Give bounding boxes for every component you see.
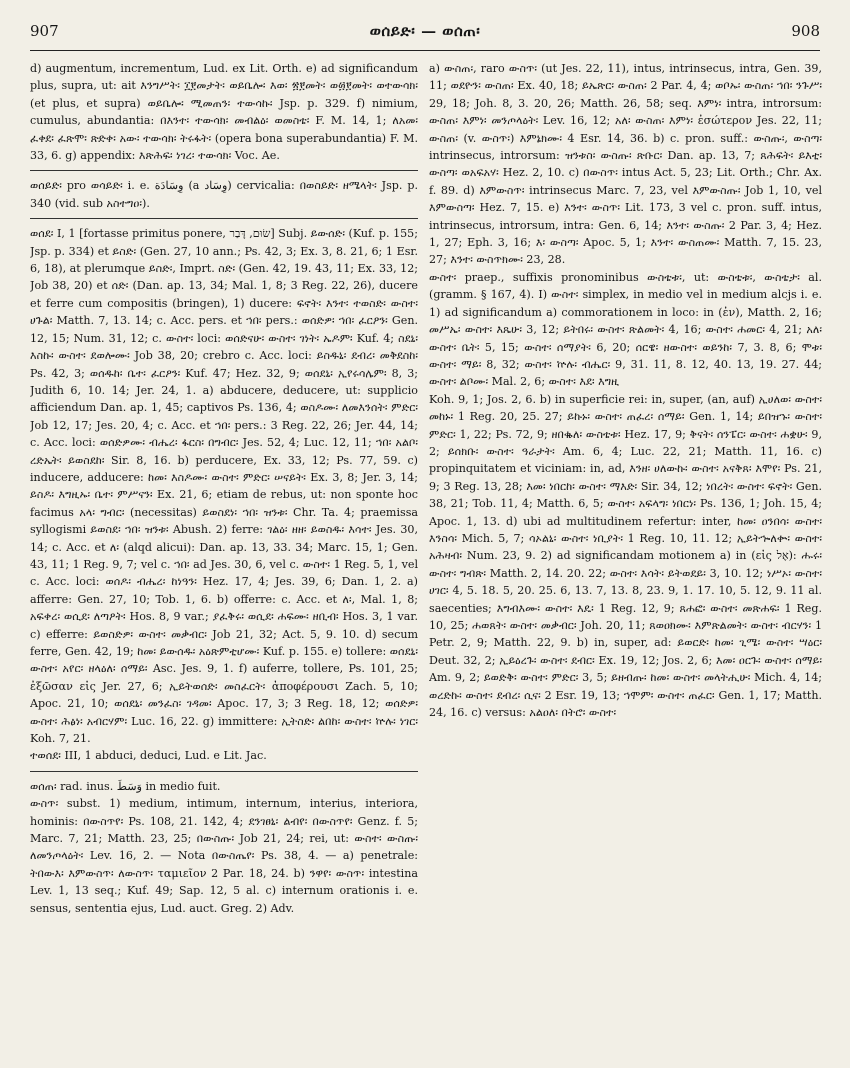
entry-paragraph: ውስተ፡ praep., suffixis pronominibus ውስቴቱ፡, ut: ውስቴቱ፡, ውስቴታ፡ al. (gramm. § 167, 4). I) ውስተ፡ simplex, in medio vel in medium alcjs i. e. 1) ad significandum a) commorationem in loco: in (ἐν), Matth. 2, 16; መሥኤ፡ ውስተ፡ እጼሁ፡ 3, 12; ይትበሩ፡ ውስተ፡ ጽልመት፡ 4, 16; ውስተ፡ ሐመር፡ 4, 21; አለ፡ ውስተ፡ ቤት፡ 5, 15; ውስተ፡ ሰማያት፡ 6, 20; ሰርዌ፡ ዘውስተ፡ ወይንከ፡ 7, 3. 8, 6; ሞቱ፡ ውስተ፡ ማይ፡ 8, 32; ውስተ፡ ኵሉ፡ ብሔር፡ 9, 31. 11, 8. 12, 40. 13, 19. 27. 44; ውስተ፡ ልቦሙ፡ Mal. 2, 6; ውስተ፡ እደ፡ እግዚ	[429, 270, 822, 389]
entry-paragraph: ወሰጠ፡ rad. inus. وَسَطَ in medio fuit.	[30, 779, 221, 793]
entry-paragraph: Koh. 9, 1; Jos. 2, 6. b) in superficie rei: in, super, (an, auf) ኢሀለወ፡ ውስተ፡ መከኑ፡ 1 Reg. 20, 25. 27; ይኩኑ፡ ውስተ፡ ጠፈረ፡ ሰማይ፡ Gen. 1, 14; ይበዝኁ፡ ውስተ፡ ምድር፡ 1, 22; Ps. 72, 9; ዘበቈለ፡ ውስቴቱ፡ Hez. 17, 9; ቅናት፡ ሰንፔር፡ ውስተ፡ ሐቋሁ፡ 9, 2; ይሰክቡ፡ ውስተ፡ ዓራታት፡ Am. 6, 4; Luc. 22, 21; Matth. 11, 16. c) propinquitatem et viciniam: in, ad, እንዘ፡ ሀለውኩ፡ ውስተ፡ አናቅጸ፡ እሞየ፡ Ps. 21, 9; 3 Reg. 13, 28; እመ፡ ነበርከ፡ ውስተ፡ ማእድ፡ Sir. 34, 12; ነበረት፡ ውስተ፡ ፍኖት፡ Gen. 38, 21; Tob. 11, 4; Matth. 6, 5; ውስተ፡ አፍላግ፡ ነበርነ፡ Ps. 136, 1; Joh. 15, 4; Apoc. 1, 13. d) ubi ad multitudinem refertur: inter, ከመ፡ ዐንበሳ፡ ውስተ፡ እንስሳ፡ Mich. 5, 7; ሳኦልኒ፡ ውስተ፡ ነቢያት፡ 1 Reg. 10, 11. 12; ኢይትኈለቍ፡ ውስተ፡ አሕዛብ፡ Num. 23, 9. 2) ad significandam motionem a) in (εἰς אֶל): ሑሩ፡ ውስተ፡ ግብጽ፡ Matth. 2, 14. 20. 22; ውስተ፡ እሳት፡ ይትወደይ፡ 3, 10. 12; ነሥኦ፡ ውስተ፡ ሀገር፡ 4, 5. 18. 5, 20. 25. 6, 13. 7, 13. 8, 23. 9, 1. 17. 10, 5. 12, 9. 11 al. saecenties; እግብእሙ፡ ውስተ፡ እዴ፡ 1 Reg. 12, 9; ጸሐፎ፡ ውስተ፡ መጽሐፍ፡ 1 Reg. 10, 25; ሐወጸት፡ ውስተ፡ መቃብር፡ Joh. 20, 11; ጸወዐክሙ፡ እምጽልመት፡ ውስተ፡ ብርሃን፡ 1 Petr. 2, 9; Matth. 22, 9. b) in, super, ad: ይወርድ፡ ከመ፡ ጊሜ፡ ውስተ፡ ሣዕር፡ Deut. 32, 2; ኢይዕረጉ፡ ውስተ፡ ደብር፡ Ex. 19, 12; Jos. 2, 6; እመ፡ ዐርጉ፡ ውስተ፡ ሰማይ፡ Am. 9, 2; ይወድቅ፡ ውስተ፡ ምድር፡ 3, 5; ይዘብጡ፡ ከመ፡ ውስተ፡ መላትሒሁ፡ Mich. 4, 14; ወረድኩ፡ ውስተ፡ ደብረ፡ ሲና፡ 2 Esr. 19, 13; ኀሞም፡ ውስተ፡ ጠፈር፡ Gen. 1, 17; Matth. 24, 16. c) versus: አልዐለ፡ በትሮ፡ ውስተ፡	[429, 392, 822, 720]
entry-paragraph: ወሰደ፡ I, 1 [fortasse primitus ponere, שׂוּם, דָּבַר] Subj. ይውሰድ፡ (Kuf. p. 155; Jsp. p. 334) et ይስድ፡ (Gen. 27, 10 ann.; Ps. 42, 3; Ex. 3, 8. 21, 6; 1 Esr. 6, 18), at plerumque ይስድ፡, Imprt. ስድ፡ (Gen. 42, 19. 43, 11; Ex. 33, 12; Job 38, 20) et ሰድ፡ (Dan. ap. 13, 34; Mal. 1, 8; 3 Reg. 22, 26), ducere et ferre cum compositis (bringen), 1) ducere: ፍኖት፡ እንተ፡ ተወስድ፡ ውስተ፡ ሀጉል፡ Matth. 7, 13. 14; c. Acc. pers. et ኀበ፡ pers.: ወሰድዎ፡ ኀበ፡ ፈርዖን፡ Gen. 12, 15; Num. 31, 12; c. ውስተ፡ loci: ወሰድናሁ፡ ውስተ፡ ገነት፡ ኤዶም፡ Kuf. 4; ስደኒ፡ እስኩ፡ ውስተ፡ ደወሎሙ፡ Job 38, 20; crebro c. Acc. loci: ይስዱኒ፡ ደብረ፡ መቅደስከ፡ Ps. 42, 3; ወሰዱከ፡ ቤተ፡ ፈርዖን፡ Kuf. 47; Hez. 32, 9; ወሰደኒ፡ ኢየሩሳሌም፡ 8, 3; Judith 6, 10. 14; Jer. 24, 1. a) abducere, deducere, ut: supplicio afficiendum Dan. ap. 1, 45; captivos Ps. 136, 4; ወስዶሙ፡ ለመእንሰት፡ ምድር፡ Job 12, 17; Jes. 20, 4; c. Acc. et ኀበ፡ pers.: 3 Reg. 22, 26; Jer. 44, 14; c. Acc. loci: ወሰድዎሙ፡ ብሔረ፡ ፋርስ፡ በግብር፡ Jes. 52, 4; Luc. 12, 11; ኀበ፡ አልቦ፡ ረድኤት፡ ይወስደከ፡ Sir. 8, 16. b) perducere, Ex. 33, 12; Ps. 77, 59. c) inducere, adducere: ከመ፡ እስዶሙ፡ ውስተ፡ ምድር፡ ሠናይት፡ Ex. 3, 8; Jer. 3, 14; ይስዶ፡ እግዚኡ፡ ቤተ፡ ምሥናን፡ Ex. 21, 6; etiam de rebus, ut: non sponte hoc facimus አላ፡ ግብር፡ (necessitas) ይወስደነ፡ ኀበ፡ ዝንቱ፡ Chr. Ta. 4; praemissa syllogismi ይወስደ፡ ኀበ፡ ዝንቱ፡ Abush. 2) ferre: ገልዕ፡ ዘዘ፡ ይወስዱ፡ እሳተ፡ Jes. 30, 14; c. Acc. et ለ፡ (alqd alicui): Dan. ap. 13, 33. 34; Marc. 15, 1; Gen. 43, 11; 1 Reg. 9, 7; vel c. ኀበ፡ ad Jes. 30, 6, vel c. ውስተ፡ 1 Reg. 5, 1, vel c. Acc. loci: ወሰዶ፡ ብሔረ፡ ከነዓን፡ Hez. 17, 4; Jes. 39, 6; Dan. 1, 2. a) afferre: Gen. 27, 10; Tob. 1, 6. b) offerre: c. Acc. et ለ፡, Mal. 1, 8; አፍቀረ፡ ወሲደ፡ ለጣዖት፡ Hos. 8, 9 var.; ያፈቅሩ፡ ወሲደ፡ ሐፍሙ፡ ዘቢብ፡ Hos. 3, 1 var. c) efferre: ይወስድዎ፡ ውስተ፡ መቃብር፡ Job 21, 32; Act. 5, 9. 10. d) secum ferre, Gen. 42, 19; ከመ፡ ይውሰዱ፡ አዕጽምቲሆሙ፡ Kuf. p. 155. e) tollere: ወሰደኒ፡ ውስተ፡ አየር፡ ዘላዕለ፡ ሰማይ፡ Asc. Jes. 9, 1. f) auferre, tollere, Ps. 101, 25; ἐξῶσαν εἰς Jer. 27, 6; ኢይትወሰድ፡ መስፈርት፡ ἀποφέρουσι Zach. 5, 10; Apoc. 21, 10; ወሰደኒ፡ መንፈስ፡ ገዳመ፡ Apoc. 17, 3; 3 Reg. 18, 12; ወሰድዎ፡ ውስተ፡ ሕፅነ፡ አብርሃም፡ Luc. 16, 22. g) immittere: ኢትስድ፡ ልበከ፡ ውስተ፡ ኵሉ፡ ነገር፡ Koh. 7, 21.	[30, 227, 418, 746]
page-number-right: 908	[791, 22, 820, 40]
entry-separator	[30, 771, 418, 772]
entry-paragraph: a) ውስጠ፡, raro ውስጥ፡ (ut Jes. 22, 11), intus, intrinsecus, intra, Gen. 39, 11; ወደዮን፡ ውስጠ፡ Ex. 40, 18; ይኤጽር፡ ውስጠ፡ 2 Par. 4, 4; ወቦኡ፡ ውስጠ፡ ኀበ፡ ንጉሥ፡ 29, 18; Joh. 8, 3. 20, 26; Matth. 26, 58; seq. እምነ፡ intra, introrsum: ውስጠ፡ እምነ፡ መንጦላዕት፡ Lev. 16, 12; አለ፡ ውስጠ፡ እምነ፡ ἐσώτερον Jes. 22, 11; ውስጠ፡ (v. ውስጥ፡) እምኔክሙ፡ 4 Esr. 14, 36. b) c. pron. suff.: ውስጡ፡, ውስጣ፡ intrinsecus, introrsum: ዝንቱስ፡ ውስጡ፡ ጽቡር፡ Dan. ap. 13, 7; ጸሕፍት፡ ይእቲ፡ ውስጣ፡ ወአፍአሃ፡ Hez. 2, 10. c) በውስጥ፡ intus Act. 5, 23; Lit. Orth.; Chr. Ax. f. 89. d) እምውስጥ፡ intrinsecus Marc. 7, 23, vel እምውስጡ፡ Job 1, 10, vel እምውስጣ፡ Hez. 7, 15. e) እንተ፡ ውስጥ፡ Lit. 173, 3 vel c. pron. suff. intus, intrinsecus, introrsum, intra: Gen. 6, 14; እንተ፡ ውስጡ፡ 2 Par. 3, 4; Hez. 1, 27; Eph. 3, 16; እ፡ ውስጣ፡ Apoc. 5, 1; እንተ፡ ውስጠሙ፡ Matth. 7, 15. 23, 27; እንተ፡ ውስጥክሙ፡ 23, 28.	[429, 62, 822, 267]
entry-paragraph: ውስጥ፡ subst. 1) medium, intimum, internum, interius, interiora, hominis: በውስጥየ፡ Ps. 108, 21. 142, 4; ደንገፀኒ፡ ልብየ፡ በውስጥየ፡ Genz. f. 5; Marc. 7, 21; Matth. 23, 25; በውስጡ፡ Job 21, 24; rei, ut: ውስተ፡ ውስጡ፡ ለመንጦላዕት፡ Lev. 16, 2. — Nota በውስጤየ፡ Ps. 38, 4. — a) penetrale: ትበውእ፡ እምውስጥ፡ ለውስጥ፡ ταμιεῖον 2 Par. 18, 24. b) ንዋየ፡ ውስጥ፡ intestina Lev. 1, 13 seq.; Kuf. 49; Sap. 12, 5 al. c) internum orationis i. e. sensus, sententia ejus, Lud. auct. Greg. 2) Adv.	[30, 797, 418, 915]
entry-separator	[30, 218, 418, 219]
page-header	[30, 22, 820, 46]
entry-paragraph: ተወሰደ፡ III, 1 abduci, deduci, Lud. e Lit. Jac.	[30, 749, 267, 763]
entry-paragraph: d) augmentum, incrementum, Lud. ex Lit. Orth. e) ad significandum plus, supra, ut: ait እንግሥት፡ ፲፻መታት፡ ወይቤሎ፡ እወ፡ ፳፻መት፡ ወ፴፻መት፡ ወተውሳክ፡ (et plus, et supra) ወይቤሎ፡ ሚመጠን፡ ተውሳኩ፡ Jsp. p. 329. f) nimium, cumulus, abundantia: በእንተ፡ ተውሳክ፡ መብልዕ፡ ወመስቴ፡ F. M. 14, 1; ለአመ፡ ፈቀደ፡ ፈጽሞ፡ ጽድቀ፡ አው፡ ተውሳክ፡ ትሩፋት፡ (opera bona superabundantia) F. M. 33, 6. g) appendix: እጽሕፍ፡ ነገረ፡ ተውሳክ፡ Voc. Ae.	[30, 62, 418, 163]
entry-paragraph: ወሰይድ፡ pro ወሳይድ፡ i. e. وِسَادَة (a وِسَاد) cervicalia: በወስይድ፡ ዘሜላት፡ Jsp. p. 340 (vid. sub አስተግዐ፡).	[30, 179, 418, 210]
left-column	[30, 60, 418, 1060]
page-number-left: 907	[30, 22, 59, 40]
entry-separator	[30, 170, 418, 171]
running-title: ወሰይድ፡ — ወሰጠ፡	[369, 22, 481, 40]
header-rule	[30, 50, 820, 51]
right-column	[429, 60, 822, 1060]
